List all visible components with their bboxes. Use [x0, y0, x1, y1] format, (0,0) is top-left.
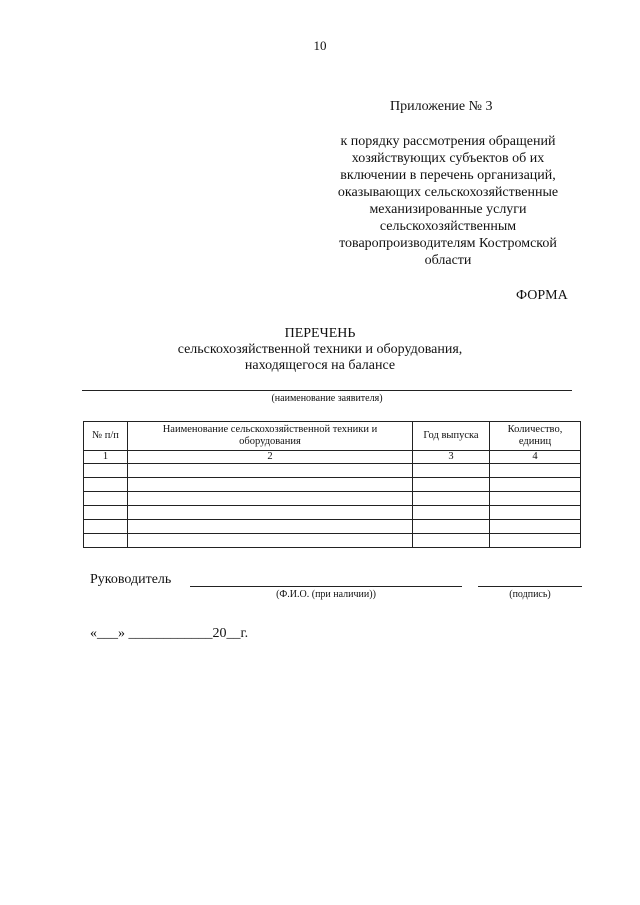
- table-cell[interactable]: [490, 464, 581, 478]
- appendix-text: [308, 133, 588, 269]
- table-cell[interactable]: [490, 478, 581, 492]
- table-cell[interactable]: [490, 492, 581, 506]
- table-cell[interactable]: [413, 464, 490, 478]
- table-cell[interactable]: [128, 520, 413, 534]
- fio-line[interactable]: [190, 586, 462, 587]
- table-row: [84, 478, 581, 492]
- signature-caption: (подпись): [509, 589, 551, 600]
- table-row: [84, 534, 581, 548]
- table-cell[interactable]: [413, 506, 490, 520]
- table-cell[interactable]: [413, 492, 490, 506]
- table-cell[interactable]: [413, 478, 490, 492]
- table-row: [84, 492, 581, 506]
- head-signature-label: Руководитель: [90, 572, 172, 587]
- column-number: 1: [84, 451, 128, 464]
- header-cell-quantity: Количество, единиц: [490, 422, 581, 451]
- column-number-row: [84, 451, 581, 464]
- form-label: ФОРМА: [516, 288, 568, 303]
- applicant-caption: (наименование заявителя): [271, 393, 383, 404]
- table-cell[interactable]: [128, 464, 413, 478]
- document-title: [0, 326, 640, 374]
- appendix-line: оказывающих сельскохозяйственные: [337, 185, 559, 200]
- title-line-2: сельскохозяйственной техники и оборудования,: [177, 342, 463, 357]
- table-cell[interactable]: [490, 520, 581, 534]
- header-cell-number: № п/п: [84, 422, 128, 451]
- title-line-3: находящегося на балансе: [244, 358, 396, 373]
- table-cell[interactable]: [128, 492, 413, 506]
- appendix-title: Приложение № 3: [390, 99, 493, 114]
- appendix-line: к порядку рассмотрения обращений: [340, 134, 556, 149]
- column-number: 4: [490, 451, 581, 464]
- column-number: 2: [128, 451, 413, 464]
- appendix-line: области: [424, 253, 472, 268]
- table-cell[interactable]: [413, 534, 490, 548]
- appendix-line: включении в перечень организаций,: [340, 168, 556, 183]
- table-cell[interactable]: [490, 534, 581, 548]
- table-cell[interactable]: [84, 492, 128, 506]
- applicant-name-line[interactable]: [82, 390, 572, 391]
- signature-line[interactable]: [478, 586, 582, 587]
- date-line: «___» ____________20__г.: [90, 626, 249, 641]
- table-cell[interactable]: [84, 464, 128, 478]
- table-row: [84, 520, 581, 534]
- table-cell[interactable]: [413, 520, 490, 534]
- table-cell[interactable]: [84, 478, 128, 492]
- title-line-1: ПЕРЕЧЕНЬ: [284, 326, 356, 341]
- table-cell[interactable]: [490, 506, 581, 520]
- fio-caption: (Ф.И.О. (при наличии)): [276, 589, 376, 600]
- table-cell[interactable]: [128, 534, 413, 548]
- column-number: 3: [413, 451, 490, 464]
- table-cell[interactable]: [84, 534, 128, 548]
- header-cell-name: Наименование сельскохозяйственной техники и оборудования: [128, 422, 413, 451]
- table-row: [84, 506, 581, 520]
- table-cell[interactable]: [84, 520, 128, 534]
- table-row: [84, 464, 581, 478]
- appendix-line: механизированные услуги: [369, 202, 527, 217]
- table-cell[interactable]: [128, 478, 413, 492]
- page-number: 10: [313, 38, 327, 53]
- table-cell[interactable]: [84, 506, 128, 520]
- equipment-table: [83, 421, 581, 548]
- appendix-line: сельскохозяйственным: [379, 219, 517, 234]
- table-cell[interactable]: [128, 506, 413, 520]
- appendix-line: хозяйствующих субъектов об их: [351, 151, 545, 166]
- table-header-row: [84, 422, 581, 451]
- appendix-line: товаропроизводителям Костромской: [339, 236, 557, 251]
- header-cell-year: Год выпуска: [413, 422, 490, 451]
